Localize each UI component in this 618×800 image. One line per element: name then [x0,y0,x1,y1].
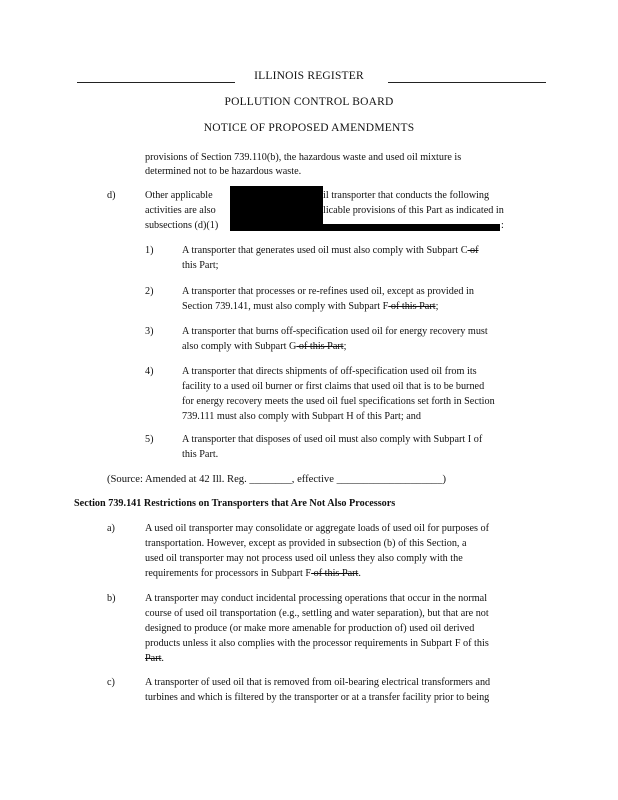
item-text: A transporter that directs shipments of off-specification used oil from its [182,366,477,377]
subsection-b-text: A transporter may conduct incidental processing operations that occur in the normal [145,593,488,604]
subsection-b-text: course of used oil transportation (e.g., settling and water separation), but that are not [145,608,489,619]
item-text: also comply with Subpart G of this Part; [182,341,347,352]
board-title: POLLUTION CONTROL BOARD [224,96,394,108]
subsection-b-text: products unless it also complies with the processor requirements in Subpart F of this [145,638,489,649]
subsection-a-text: A used oil transporter may consolidate or aggregate loads of used oil for purposes of [145,523,490,534]
header-rule-left [77,82,235,83]
d-line3-end: : [501,220,504,231]
subsection-a-label: a) [107,523,115,534]
source-note: (Source: Amended at 42 Ill. Reg. ________, effective ____________________) [107,474,447,485]
item-number: 1) [145,245,154,256]
intro-line: determined not to be hazardous waste. [145,166,302,177]
subsection-b-label: b) [107,593,116,604]
subsection-c-label: c) [107,677,115,688]
header-rule-right [388,82,546,83]
d-line2-end: licable provisions of this Part as indicated in [323,205,504,216]
item-text: A transporter that processes or re-refines used oil, except as provided in [182,286,474,297]
subsection-a-text: used oil transporter may not process used oil unless they also comply with the [145,553,463,564]
register-title: ILLINOIS REGISTER [254,70,364,82]
subsection-b-text: Part. [145,653,164,664]
item-text: 739.111 must also comply with Subpart H of this Part; and [182,411,421,422]
d-line2-start: activities are also [145,205,216,216]
section-heading: Section 739.141 Restrictions on Transporters that Are Not Also Processors [74,498,396,509]
item-number: 5) [145,434,154,445]
item-text: A transporter that disposes of used oil must also comply with Subpart I of [182,434,483,445]
d-line1-end: il transporter that conducts the following [323,190,490,201]
subsection-a-text: transportation. However, except as provided in subsection (b) of this Section, a [145,538,467,549]
item-text: A transporter that burns off-specification used oil for energy recovery must [182,326,488,337]
item-number: 2) [145,286,154,297]
subsection-c-text: turbines and which is filtered by the transporter or at a transfer facility prior to being [145,692,490,703]
subsection-c-text: A transporter of used oil that is removed from oil-bearing electrical transformers and [145,677,491,688]
redaction-block [230,224,500,231]
item-number: 4) [145,366,154,377]
item-text: this Part; [182,260,219,271]
item-text: this Part. [182,449,219,460]
notice-title: NOTICE OF PROPOSED AMENDMENTS [203,122,415,134]
d-line3-start: subsections (d)(1) [145,220,219,231]
item-text: for energy recovery meets the used oil fuel specifications set forth in Section [182,396,495,407]
intro-line: provisions of Section 739.110(b), the hazardous waste and used oil mixture is [145,152,462,163]
subsection-d-label: d) [107,190,116,201]
subsection-a-text: requirements for processors in Subpart F of this Part. [145,568,361,579]
d-line1-start: Other applicable [145,190,213,201]
item-text: Section 739.141, must also comply with Subpart F of this Part; [182,301,439,312]
item-text: A transporter that generates used oil must also comply with Subpart C of [182,245,479,256]
subsection-b-text: designed to produce (or make more amenable for production of) used oil derived [145,623,475,634]
item-text: facility to a used oil burner or first claims that used oil that is to be burned [182,381,485,392]
item-number: 3) [145,326,154,337]
